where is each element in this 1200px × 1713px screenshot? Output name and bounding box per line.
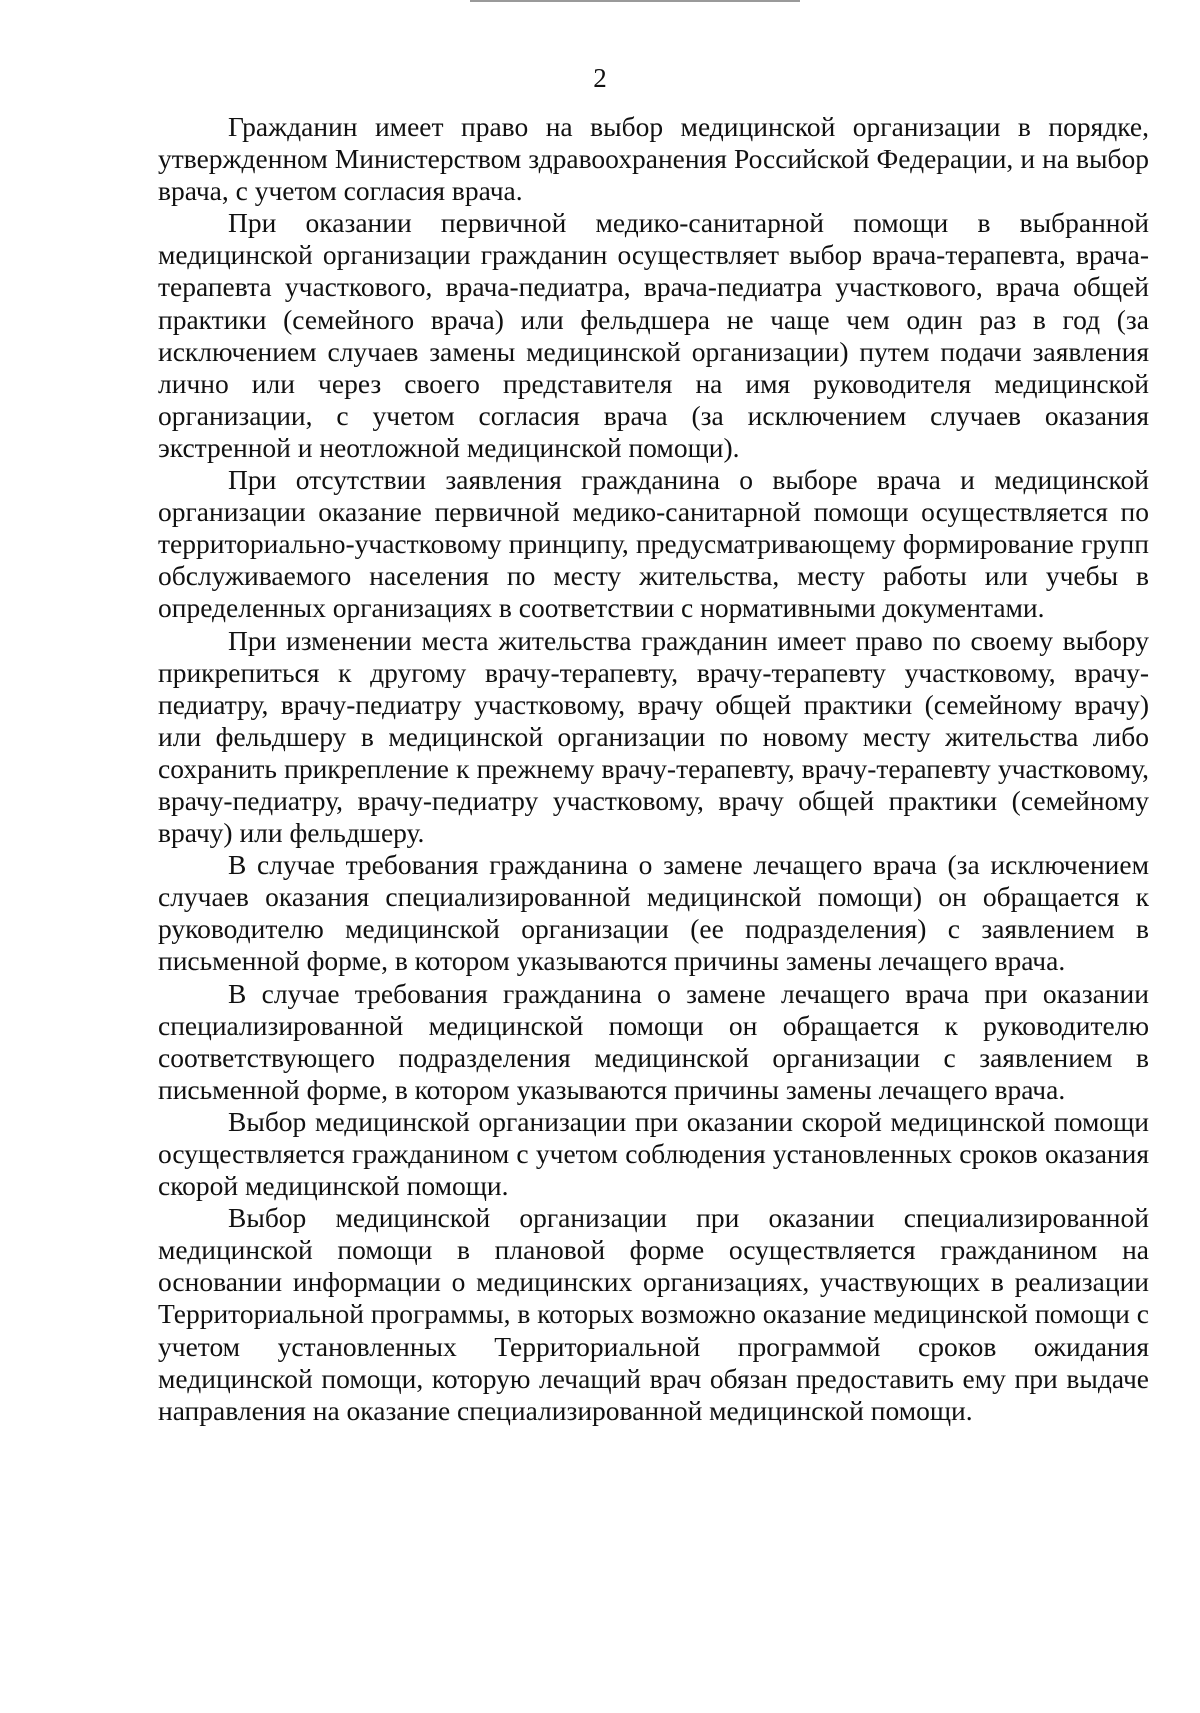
page-number: 2 xyxy=(593,63,607,93)
paragraph-choice-of-organization: Гражданин имеет право на выбор медицинской организации в порядке, утвержденном Министерством здравоохранения Российской Федерации, и на выбор врача, с учетом согласия врача. xyxy=(158,111,1149,207)
document-body xyxy=(158,111,1149,1427)
paragraph-change-of-residence: При изменении места жительства гражданин имеет право по своему выбору прикрепиться к другому врачу-терапевту, врачу-терапевту участковому, врачу-педиатру, врачу-педиатру участковому, врачу общей практики (семейному врачу) или фельдшеру в медицинской организации по новому месту жительства либо сохранить прикрепление к прежнему врачу-терапевту, врачу-терапевту участковому, врачу-педиатру, врачу-педиатру участковому, врачу общей практики (семейному врачу) или фельдшеру. xyxy=(158,624,1149,849)
paragraph-doctor-replacement: В случае требования гражданина о замене лечащего врача (за исключением случаев оказания специализированной медицинской помощи) он обращается к руководителю медицинской организации (ее подразделения) с заявлением в письменной форме, в котором указываются причины замены лечащего врача. xyxy=(158,849,1149,977)
paragraph-primary-care-choice: При оказании первичной медико-санитарной помощи в выбранной медицинской организации гражданин осуществляет выбор врача-терапевта, врача-терапевта участкового, врача-педиатра, врача-педиатра участкового, врача общей практики (семейного врача) или фельдшера не чаще чем один раз в год (за исключением случаев замены медицинской организации) путем подачи заявления лично или через своего представителя на имя руководителя медицинской организации, с учетом согласия врача (за исключением случаев оказания экстренной и неотложной медицинской помощи). xyxy=(158,207,1149,463)
paragraph-emergency-care-choice: Выбор медицинской организации при оказании скорой медицинской помощи осуществляется гражданином с учетом соблюдения установленных сроков оказания скорой медицинской помощи. xyxy=(158,1105,1149,1202)
paragraph-planned-specialized-care: Выбор медицинской организации при оказании специализированной медицинской помощи в плановой форме осуществляется гражданином на основании информации о медицинских организациях, участвующих в реализации Территориальной программы, в которых возможно оказание медицинской помощи с учетом установленных Территориальной программой сроков ожидания медицинской помощи, которую лечащий врач обязан предоставить ему при выдаче направления на оказание специализированной медицинской помощи. xyxy=(158,1202,1149,1426)
paragraph-territorial-principle: При отсутствии заявления гражданина о выборе врача и медицинской организации оказание первичной медико-санитарной помощи осуществляется по территориально-участковому принципу, предусматривающему формирование групп обслуживаемого населения по месту жительства, месту работы или учебы в определенных организациях в соответствии с нормативными документами. xyxy=(158,464,1149,624)
paragraph-specialized-replacement: В случае требования гражданина о замене лечащего врача при оказании специализированной медицинской помощи он обращается к руководителю соответствующего подразделения медицинской организации с заявлением в письменной форме, в котором указываются причины замены лечащего врача. xyxy=(158,977,1149,1105)
scan-edge-line xyxy=(470,0,800,2)
